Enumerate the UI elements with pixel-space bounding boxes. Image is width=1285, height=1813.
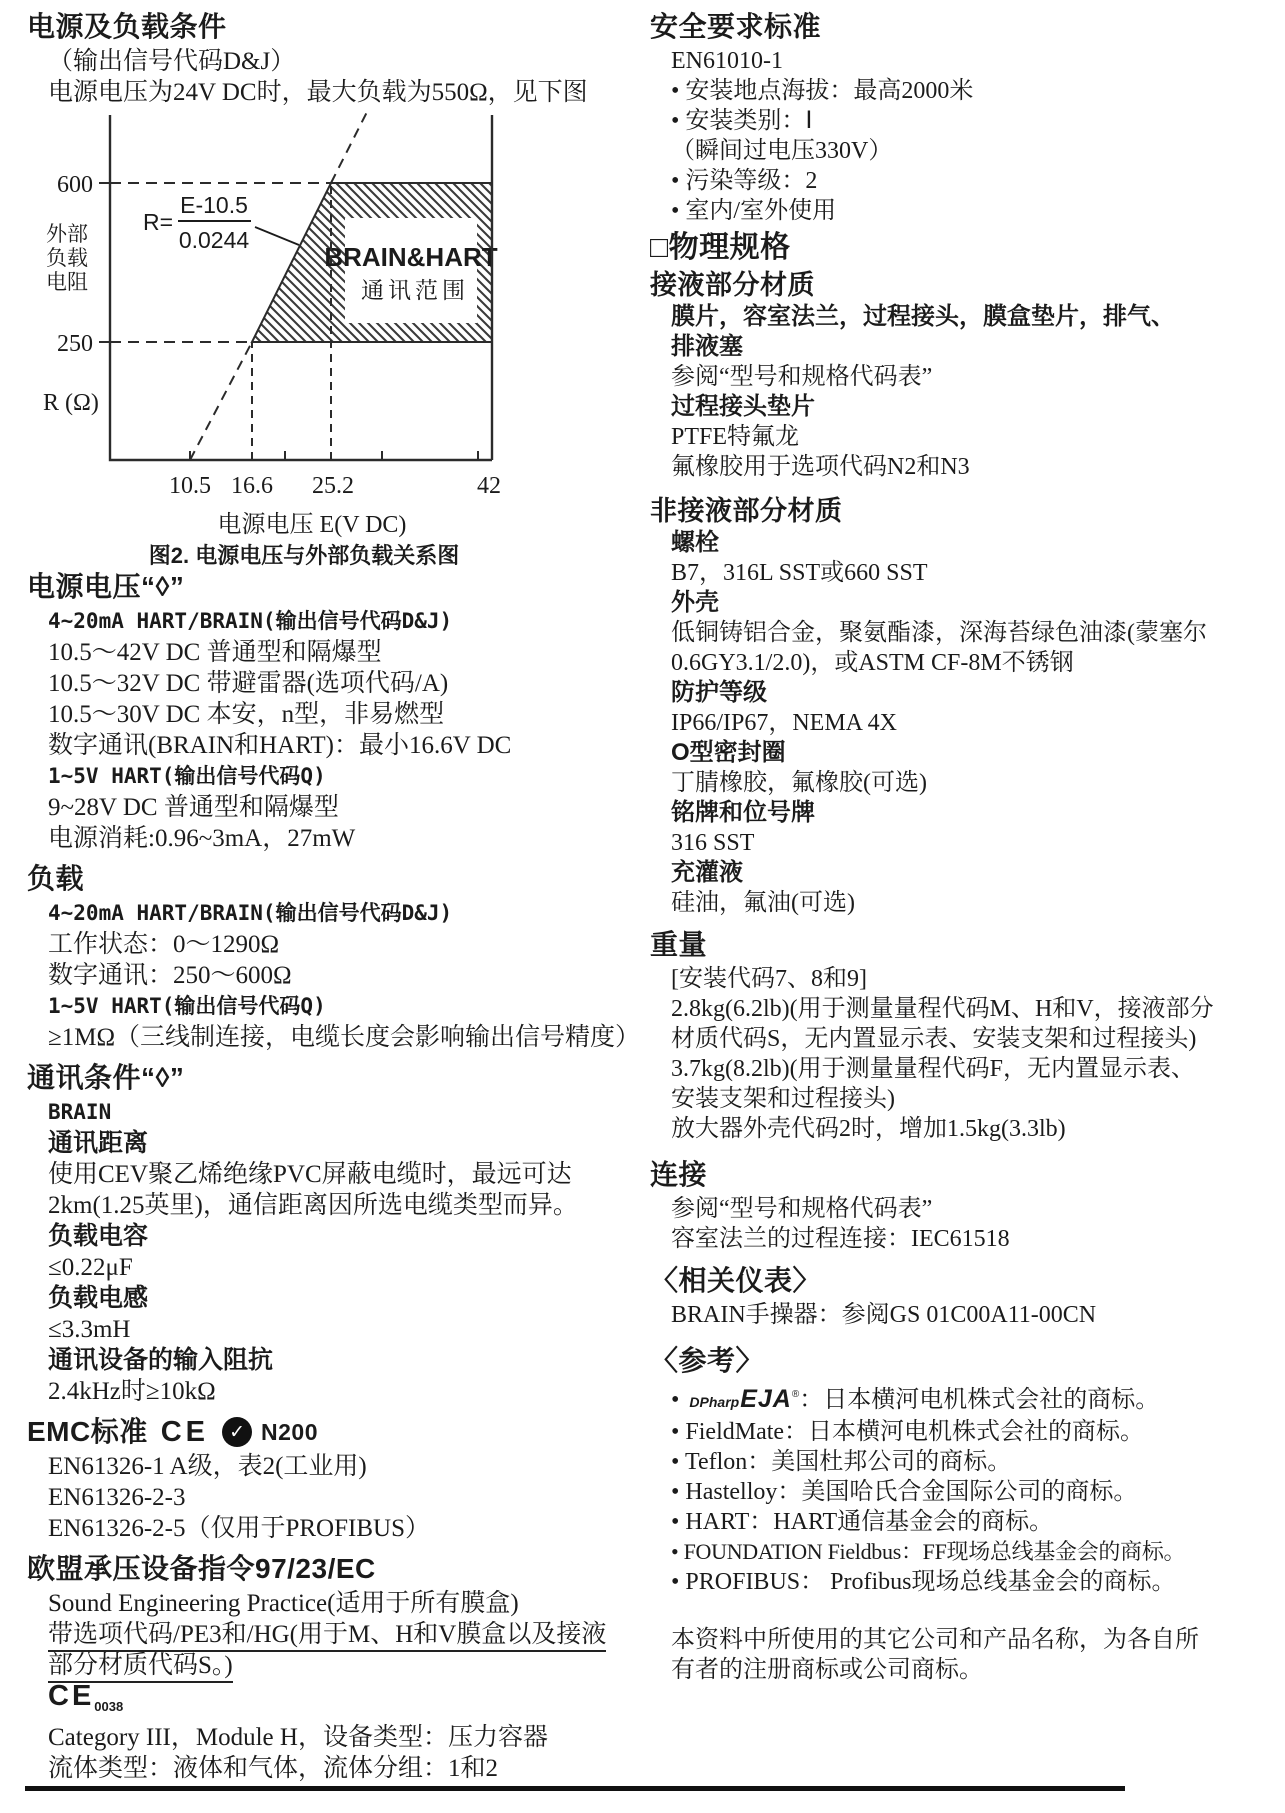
bullet-icon: • — [671, 1387, 680, 1413]
text-line: 容室法兰的过程连接：IEC61518 — [671, 1226, 1010, 1252]
text-line: 316 SST — [671, 830, 755, 856]
signal-type-heading: 4~20mA HART/BRAIN(输出信号代码D&J) — [48, 901, 453, 925]
formula-denominator: 0.0244 — [178, 227, 250, 253]
text-line: 数字通讯(BRAIN和HART)：最小16.6V DC — [48, 732, 512, 759]
text-line: ≤0.22μF — [48, 1254, 133, 1281]
ce-mark-icon: CE — [48, 1680, 95, 1712]
text-line: • 安装类别：Ⅰ — [671, 108, 813, 134]
text-line: 2.8kg(6.2lb)(用于测量量程代码M、H和V，接液部分 — [671, 996, 1214, 1022]
text-line: 10.5～42V DC 普通型和隔爆型 — [48, 639, 382, 666]
section-heading: 通讯条件“◊” — [27, 1062, 185, 1093]
figure-caption: 图2. 电源电压与外部负载关系图 — [148, 543, 460, 568]
text-line: ≥1MΩ（三线制连接，电缆长度会影响输出信号精度） — [48, 1024, 641, 1051]
section-heading: 欧盟承压设备指令97/23/EC — [27, 1553, 376, 1584]
text-line: • HART：HART通信基金会的商标。 — [671, 1509, 1054, 1535]
text-line: 9~28V DC 普通型和隔爆型 — [48, 794, 339, 821]
text-line: EN61326-2-3 — [48, 1484, 186, 1511]
dpharp-logo: DPharp — [689, 1394, 740, 1410]
load-line-upper — [331, 108, 369, 183]
text-line: 使用CEV聚乙烯绝缘PVC屏蔽电缆时，最远可达 — [48, 1161, 572, 1188]
underlined-text-line: 带选项代码/PE3和/HG(用于M、H和V膜盒以及接液 — [48, 1621, 606, 1652]
ce-mark-icon: CE — [160, 1416, 210, 1448]
subsection-heading: 非接液部分材质 — [650, 496, 843, 526]
text-line: 安装支架和过程接头) — [671, 1086, 895, 1112]
text-line: 电源电压为24V DC时，最大负载为550Ω，见下图 — [48, 79, 588, 106]
text-line: 工作状态：0～1290Ω — [48, 931, 280, 958]
spec-label: 负载电容 — [48, 1222, 149, 1250]
spec-label: 过程接头垫片 — [671, 393, 815, 420]
section-heading: 安全要求标准 — [650, 11, 822, 42]
text-line: 流体类型：液体和气体，流体分组：1和2 — [48, 1755, 499, 1782]
right-column — [650, 8, 1275, 1685]
text-line: BRAIN手操器：参阅GS 01C00A11-00CN — [671, 1302, 1097, 1328]
text-line: 3.7kg(8.2lb)(用于测量量程代码F，无内置显示表、 — [671, 1056, 1195, 1082]
xtick-10-5: 10.5 — [169, 473, 211, 499]
formula-lhs: R= — [143, 209, 174, 235]
text-line: 硅油，氟油(可选) — [671, 890, 855, 916]
section-heading: 负载 — [27, 863, 85, 894]
xtick-16-6: 16.6 — [231, 473, 273, 499]
spec-label: O型密封圈 — [671, 739, 786, 766]
text-line: • FOUNDATION Fieldbus：FF现场总线基金会的商标。 — [671, 1539, 1186, 1564]
text-line: EN61326-1 A级，表2(工业用) — [48, 1453, 367, 1480]
text-line: • 室内/室外使用 — [671, 198, 837, 224]
text-line: • Teflon：美国杜邦公司的商标。 — [671, 1449, 1012, 1475]
text-line: 数字通讯：250～600Ω — [48, 962, 292, 989]
xtick-42: 42 — [477, 473, 501, 499]
formula-numerator: E-10.5 — [180, 192, 248, 218]
trademark-line — [650, 1380, 1275, 1417]
text-line: ≤3.3mH — [48, 1316, 131, 1343]
text-line: 参阅“型号和规格代码表” — [671, 364, 933, 390]
text-line: 10.5～32V DC 带避雷器(选项代码/A) — [48, 670, 449, 697]
spec-label: 铭牌和位号牌 — [671, 799, 815, 826]
text-line — [27, 1650, 675, 1681]
text-line: 材质代码S，无内置显示表、安装支架和过程接头) — [671, 1026, 1197, 1052]
text-line: 电源消耗:0.96~3mA，27mW — [48, 825, 356, 852]
text-line: 参阅“型号和规格代码表” — [671, 1196, 933, 1222]
signal-type-heading: 1~5V HART(输出信号代码Q) — [48, 994, 326, 1018]
section-heading: EMC标准 — [27, 1416, 148, 1447]
spec-label: 外壳 — [671, 589, 719, 616]
region-label-line2: 通讯范围 — [361, 278, 469, 303]
subsection-heading: 接液部分材质 — [650, 270, 815, 300]
text-line: 2.4kHz时≥10kΩ — [48, 1378, 216, 1405]
spec-label: 螺栓 — [671, 529, 719, 556]
section-heading: 电源及负载条件 — [27, 11, 227, 42]
spec-label: 通讯距离 — [48, 1129, 149, 1157]
section-heading: 〈相关仪表〉 — [650, 1265, 822, 1296]
ytick-250: 250 — [57, 331, 93, 357]
text-line: [安装代码7、8和9] — [671, 966, 867, 992]
text-line: 有者的注册商标或公司商标。 — [671, 1657, 983, 1683]
text-line: • PROFIBUS： Profibus现场总线基金会的商标。 — [671, 1569, 1176, 1595]
text-line: IP66/IP67，NEMA 4X — [671, 710, 898, 736]
text-line: （输出信号代码D&J） — [48, 48, 296, 75]
text-line: EN61010-1 — [671, 48, 783, 74]
ytick-600: 600 — [57, 172, 93, 198]
spec-label: 负载电感 — [48, 1284, 149, 1312]
ylabel-line3: 电阻 — [46, 270, 88, 294]
section-heading: □物理规格 — [650, 231, 791, 264]
section-heading: 〈参考〉 — [650, 1345, 765, 1376]
ce-notified-body-number: 0038 — [94, 1699, 124, 1714]
footer-rule — [25, 1786, 1125, 1791]
section-heading: 重量 — [650, 929, 708, 960]
rcm-tick-icon: ✓ — [222, 1417, 252, 1447]
signal-type-heading: BRAIN — [48, 1100, 112, 1124]
spec-label: 防护等级 — [671, 679, 767, 706]
ylabel-line2: 负载 — [46, 246, 88, 270]
registered-mark-icon: ® — [791, 1389, 800, 1400]
text-line: 10.5～30V DC 本安，n型，非易燃型 — [48, 701, 445, 728]
text-line: 氟橡胶用于选项代码N2和N3 — [671, 454, 970, 480]
text-line: Sound Engineering Practice(适用于所有膜盒) — [48, 1590, 519, 1617]
ylabel-unit: R (Ω) — [43, 390, 99, 416]
underlined-text-line: 部分材质代码S。) — [48, 1652, 233, 1683]
xtick-25-2: 25.2 — [312, 473, 354, 499]
text-line: （瞬间过电压330V） — [671, 138, 893, 164]
trademark-text: ：日本横河电机株式会社的商标。 — [799, 1387, 1160, 1413]
eja-logo: EJA — [740, 1385, 792, 1413]
section-heading: 电源电压“◊” — [27, 571, 185, 602]
text-line — [27, 1619, 675, 1650]
text-line: • 污染等级：2 — [671, 168, 818, 194]
spec-label: 排液塞 — [671, 333, 743, 360]
ylabel-line1: 外部 — [46, 222, 88, 246]
text-line: • 安装地点海拔：最高2000米 — [671, 78, 974, 104]
section-heading: 连接 — [650, 1159, 708, 1190]
spec-label: 通讯设备的输入阻抗 — [48, 1346, 274, 1374]
text-line: Category III，Module H，设备类型：压力容器 — [48, 1724, 548, 1751]
left-column — [27, 8, 675, 1784]
xaxis-title: 电源电压 E(V DC) — [217, 512, 407, 538]
text-line: PTFE特氟龙 — [671, 424, 800, 450]
load-line-lower — [190, 342, 252, 460]
emc-heading-row — [27, 1413, 675, 1451]
text-line: • Hastelloy：美国哈氏合金国际公司的商标。 — [671, 1479, 1138, 1505]
formula-pointer-line — [255, 227, 299, 245]
text-line: 2km(1.25英里)，通信距离因所选电缆类型而异。 — [48, 1192, 578, 1219]
text-line: 0.6GY3.1/2.0)，或ASTM CF-8M不锈钢 — [671, 650, 1074, 676]
text-line: 放大器外壳代码2时，增加1.5kg(3.3lb) — [671, 1116, 1066, 1142]
text-line: 丁腈橡胶，氟橡胶(可选) — [671, 770, 927, 796]
signal-type-heading: 1~5V HART(输出信号代码Q) — [48, 764, 326, 788]
signal-type-heading: 4~20mA HART/BRAIN(输出信号代码D&J) — [48, 609, 453, 633]
spec-label: 充灌液 — [671, 859, 743, 886]
spec-label: 膜片，容室法兰，过程接头，膜盒垫片，排气、 — [671, 303, 1175, 330]
text-line: EN61326-2-5（仅用于PROFIBUS） — [48, 1515, 430, 1542]
text-line: • FieldMate：日本横河电机株式会社的商标。 — [671, 1419, 1145, 1445]
ce-0038-mark — [27, 1681, 675, 1722]
text-line: 本资料中所使用的其它公司和产品名称，为各自所 — [671, 1627, 1199, 1653]
rcm-n200-label: N200 — [261, 1418, 319, 1445]
text-line: 低铜铸铝合金，聚氨酯漆，深海苔绿色油漆(蒙塞尔 — [671, 620, 1207, 646]
text-line: B7，316L SST或660 SST — [671, 560, 928, 586]
figure2-chart — [27, 108, 657, 568]
region-label-line1: BRAIN&HART — [324, 242, 498, 272]
